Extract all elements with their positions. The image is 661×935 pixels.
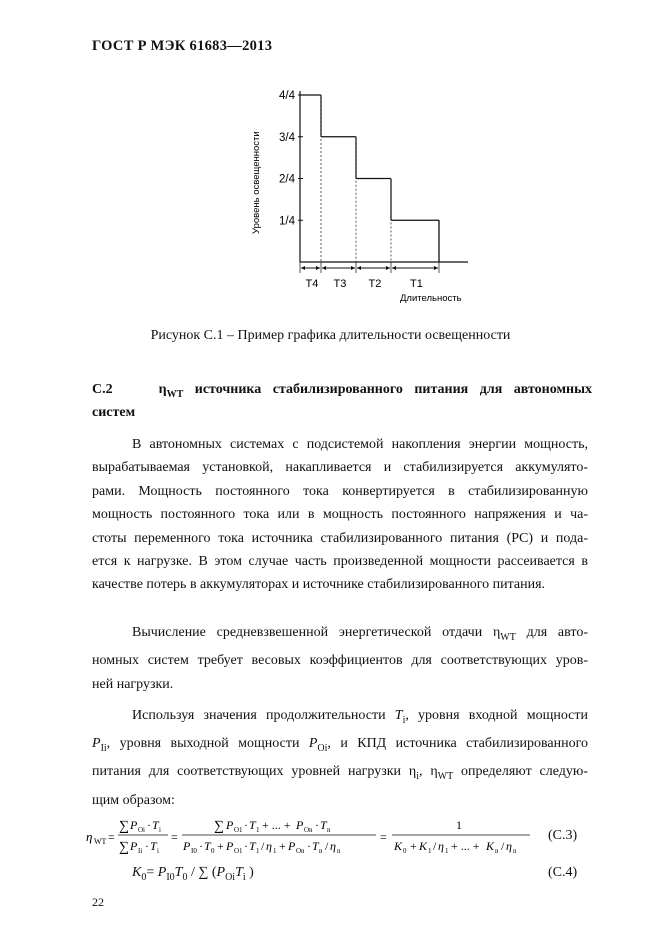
svg-text:η: η (86, 829, 93, 844)
svg-text:∑: ∑ (119, 819, 129, 834)
svg-text:η: η (438, 839, 444, 853)
section-title: источника стабилизированного питания для автономных (194, 382, 593, 397)
svg-text:η: η (330, 839, 336, 853)
paragraph-line: В автономных системах с подсистемой накопления энергии мощность, (132, 437, 588, 452)
svg-text:0: 0 (211, 847, 215, 855)
svg-text:η: η (506, 839, 512, 853)
svg-text:1: 1 (428, 847, 432, 855)
svg-text:·: · (145, 839, 149, 853)
svg-text:P: P (130, 839, 138, 853)
arrow-head (386, 266, 390, 270)
paragraph-text: питания для соответствующих уровней нагрузки (92, 764, 402, 780)
svg-text:+: + (279, 839, 286, 853)
y-tick-label: 2/4 (279, 173, 295, 186)
section-symbol: $\eta_{WT}$ (158, 382, 184, 400)
svg-text:On: On (296, 847, 305, 855)
page-number: 22 (92, 895, 104, 909)
paragraph-1 (92, 433, 588, 597)
svg-text:+: + (217, 839, 224, 853)
arrow-head (351, 266, 355, 270)
svg-text:T: T (150, 839, 157, 853)
duration-label: T2 (368, 278, 382, 290)
x-axis-label: Длительность (400, 293, 462, 304)
svg-text:O1: O1 (234, 847, 243, 855)
svg-text:0: 0 (403, 847, 407, 855)
section-heading (92, 378, 592, 406)
svg-text:1: 1 (445, 847, 449, 855)
arrow-head (316, 266, 320, 270)
svg-text:1: 1 (256, 847, 260, 855)
svg-text:i: i (159, 826, 161, 834)
svg-text:n: n (319, 847, 323, 855)
paragraph-text: Используя значения продолжительности (132, 708, 386, 723)
svg-text:·: · (199, 839, 203, 853)
svg-text:·: · (244, 818, 248, 832)
svg-text:+: + (410, 839, 417, 853)
paragraph-line: качестве потерь в аккумуляторах и источнике стабилизированного питания. (92, 577, 546, 593)
svg-text:P: P (226, 839, 234, 853)
svg-text:T: T (312, 839, 319, 853)
svg-text:K: K (486, 839, 495, 853)
arrow-head (322, 266, 326, 270)
svg-text:/: / (501, 839, 505, 853)
paragraph-3: Используя значения продолжительности $T_i$, уровня входной мощности $P_{Ii}$, уровня выходной мощности $P_{Oi}$, и КПД источника стабилизированного питания для соответствующих уровней нагрузки $\eta_i$, $\eta_{WT}$ определяют следую- щим образом: (92, 704, 588, 812)
svg-text:=: = (108, 830, 115, 844)
svg-text:=: = (171, 830, 178, 844)
paragraph-line: мощность постоянного тока или в мощность постоянного напряжения и ча- (92, 507, 588, 523)
svg-text:P: P (183, 839, 191, 853)
svg-text:P: P (288, 839, 296, 853)
svg-text:T: T (320, 818, 327, 832)
paragraph-text: Вычисление средневзвешенной энергетической отдачи (132, 625, 483, 640)
svg-text:/: / (325, 839, 329, 853)
svg-text:n: n (327, 826, 331, 834)
svg-text:O1: O1 (234, 826, 243, 834)
paragraph-text: , и КПД источника стабилизированного (327, 736, 589, 752)
svg-text:T: T (249, 839, 256, 853)
svg-text:T: T (249, 818, 256, 832)
formula-c4: $K_0= P_{I0}T_0$ / ∑ ($P_{Oi}T_i$ ) (132, 865, 254, 883)
paragraph-text: , уровня входной мощности (405, 708, 589, 723)
equation-number-c4: (С.4) (548, 865, 578, 880)
paragraph-text: для авто- (526, 625, 589, 640)
duration-label: T1 (410, 278, 423, 290)
svg-text:η: η (266, 839, 272, 853)
paragraph-line: вырабатываемая установкой, накапливается и стабилизируется аккумулято- (92, 460, 588, 476)
figure-caption: Рисунок С.1 – Пример графика длительности освещенности (150, 328, 511, 343)
paragraph-line: ется к нагрузке. В этом случае часть произведенной мощности рассеивается в (92, 554, 588, 570)
svg-text:1: 1 (256, 826, 260, 834)
y-tick-label: 1/4 (279, 215, 295, 228)
svg-text:P: P (226, 818, 234, 832)
svg-text:n: n (337, 847, 341, 855)
paragraph-line: номных систем требует весовых коэффициентов для соответствующих уров- (92, 653, 588, 669)
svg-text:i: i (157, 847, 159, 855)
svg-text:1: 1 (456, 818, 462, 832)
svg-text:Oi: Oi (138, 826, 145, 834)
svg-text:·: · (307, 839, 311, 853)
svg-text:1: 1 (273, 847, 277, 855)
section-heading-cont: систем (92, 405, 136, 420)
paragraph-line: ней нагрузки. (92, 676, 174, 692)
svg-text:/: / (433, 839, 437, 853)
svg-text:∑: ∑ (119, 840, 129, 855)
paragraph-text: , уровня выходной мощности (106, 736, 300, 752)
svg-text:+ ... +: + ... + (451, 839, 480, 853)
y-tick-label: 3/4 (279, 131, 295, 144)
svg-text:I0: I0 (191, 847, 197, 855)
y-axis-label: Уровень освещенности (251, 131, 262, 234)
paragraph-2: Вычисление средневзвешенной энергетической отдачи $\eta_{WT}$ для авто- номных систем требует весовых коэффициентов для соответствующих уров- ней нагрузки. (92, 621, 588, 696)
document-header: ГОСТ Р МЭК 61683—2013 (92, 38, 273, 54)
svg-text:K: K (419, 839, 428, 853)
svg-text:·: · (147, 818, 151, 832)
arrow-head (434, 266, 438, 270)
svg-text:T: T (152, 818, 159, 832)
svg-text:∑: ∑ (214, 819, 224, 834)
arrow-head (357, 266, 361, 270)
svg-text:P: P (296, 818, 304, 832)
svg-text:WT: WT (94, 837, 107, 846)
arrow-head (392, 266, 396, 270)
svg-text:·: · (315, 818, 319, 832)
svg-text:T: T (204, 839, 211, 853)
svg-text:/: / (261, 839, 265, 853)
section-number: С.2 (92, 382, 113, 397)
arrow-head (301, 266, 305, 270)
equation-number-c3: (С.3) (548, 828, 578, 843)
formula-c3 (86, 811, 536, 861)
duration-label: T3 (333, 278, 347, 290)
svg-text:n: n (495, 847, 499, 855)
svg-text:K: K (394, 839, 403, 853)
svg-text:On: On (304, 826, 313, 834)
duration-label: T4 (305, 278, 319, 290)
svg-text:P: P (130, 818, 138, 832)
illumination-duration-chart (248, 82, 488, 307)
svg-text:n: n (513, 847, 517, 855)
svg-text:Ii: Ii (138, 847, 143, 855)
svg-text:=: = (380, 830, 387, 844)
svg-text:·: · (244, 839, 248, 853)
y-tick-label: 4/4 (279, 90, 295, 102)
paragraph-line: щим образом: (92, 792, 175, 808)
paragraph-line: рами. Мощность постоянного тока конвертируется в стабилизированную (92, 483, 588, 499)
paragraph-line: стоты переменного тока источника стабилизированного питания (PC) и пода- (92, 530, 588, 546)
paragraph-text: определяют следую- (461, 764, 588, 780)
svg-text:+ ... +: + ... + (262, 818, 291, 832)
